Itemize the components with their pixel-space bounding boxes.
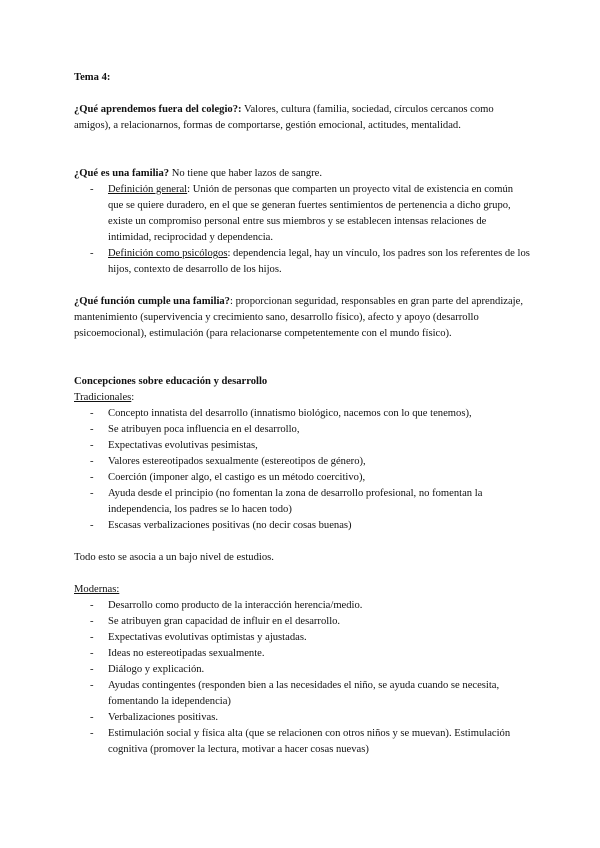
question-answer: No tiene que haber lazos de sangre. bbox=[169, 168, 323, 179]
list-item bbox=[74, 438, 530, 454]
doc-title: Tema 4: bbox=[74, 72, 111, 83]
question-label: ¿Qué es una familia? bbox=[74, 168, 170, 179]
item-text: Ideas no estereotipadas sexualmente. bbox=[108, 648, 265, 659]
item-text: Verbalizaciones positivas. bbox=[108, 712, 219, 723]
question-label: ¿Qué función cumple una familia? bbox=[74, 296, 230, 307]
education-level-note: Todo esto se asocia a un bajo nivel de estudios. bbox=[74, 552, 274, 563]
label-suffix: : bbox=[131, 392, 135, 403]
modern-section bbox=[74, 582, 530, 758]
bullet-dash: - bbox=[90, 440, 94, 451]
modern-label: Modernas: bbox=[74, 584, 120, 595]
item-text: Escasas verbalizaciones positivas (no decir cosas buenas) bbox=[108, 520, 352, 531]
question-learning-outside-school bbox=[74, 102, 530, 134]
item-text: Concepto innatista del desarrollo (innatismo biológico, nacemos con lo que tenemos), bbox=[108, 408, 472, 419]
bullet-dash: - bbox=[90, 408, 94, 419]
definition-list bbox=[74, 182, 530, 278]
subsection-label bbox=[74, 582, 530, 598]
list-item bbox=[74, 422, 530, 438]
item-text: Se atribuyen poca influencia en el desarrollo, bbox=[108, 424, 300, 435]
list-item bbox=[74, 726, 530, 758]
bullet-dash: - bbox=[90, 456, 94, 467]
item-text: Se atribuyen gran capacidad de influir en el desarrollo. bbox=[108, 616, 341, 627]
list-item bbox=[74, 710, 530, 726]
bullet-dash: - bbox=[90, 184, 94, 195]
question-answer: : proporcionan seguridad, responsables en gran parte del aprendizaje, mantenimiento (supervivencia y crecimiento sano, desarrollo físico), afecto y apoyo (desarrollo psicoemocional), estimulación (para relacionarse competentemente con el mundo físico). bbox=[74, 296, 523, 339]
bullet-dash: - bbox=[90, 248, 94, 259]
bullet-dash: - bbox=[90, 424, 94, 435]
conceptions-section bbox=[74, 374, 530, 534]
list-item bbox=[74, 646, 530, 662]
list-item bbox=[74, 614, 530, 630]
bullet-dash: - bbox=[90, 520, 94, 531]
list-item bbox=[74, 486, 530, 518]
list-item bbox=[74, 470, 530, 486]
question-answer: Valores, cultura (familia, sociedad, círculos cercanos como amigos), a relacionarnos, formas de comportarse, gestión emocional, actitudes, mentalidad. bbox=[74, 104, 494, 131]
list-item bbox=[74, 454, 530, 470]
item-text: Expectativas evolutivas pesimistas, bbox=[108, 440, 258, 451]
question-family-function bbox=[74, 294, 530, 342]
item-text: Estimulación social y física alta (que se relacionen con otros niños y se muevan). Estimulación cognitiva (promover la lectura, motivar a hacer cosas nuevas) bbox=[108, 728, 511, 755]
bullet-dash: - bbox=[90, 472, 94, 483]
definition-text: : dependencia legal, hay un vínculo, los padres son los referentes de los hijos, contexto de desarrollo de los hijos. bbox=[108, 248, 530, 275]
bullet-dash: - bbox=[90, 600, 94, 611]
list-item bbox=[74, 662, 530, 678]
bullet-dash: - bbox=[90, 632, 94, 643]
definition-term: Definición general bbox=[108, 184, 188, 195]
list-item bbox=[74, 678, 530, 710]
bullet-dash: - bbox=[90, 664, 94, 675]
item-text: Ayudas contingentes (responden bien a las necesidades el niño, se ayuda cuando se necesita, fomentando la idependencia) bbox=[108, 680, 500, 707]
modern-list bbox=[74, 598, 530, 758]
bullet-dash: - bbox=[90, 616, 94, 627]
item-text: Diálogo y explicación. bbox=[108, 664, 205, 675]
traditional-list bbox=[74, 406, 530, 534]
list-item bbox=[74, 598, 530, 614]
question-family bbox=[74, 166, 530, 278]
definition-term: Definición como psicólogos bbox=[108, 248, 228, 259]
traditional-label: Tradicionales bbox=[74, 392, 132, 403]
bullet-dash: - bbox=[90, 488, 94, 499]
item-text: Valores estereotipados sexualmente (estereotipos de género), bbox=[108, 456, 366, 467]
list-item bbox=[74, 518, 530, 534]
question-line bbox=[74, 166, 530, 182]
subsection-label bbox=[74, 390, 530, 406]
bullet-dash: - bbox=[90, 728, 94, 739]
list-item bbox=[74, 630, 530, 646]
list-item bbox=[74, 182, 530, 246]
item-text: Coerción (imponer algo, el castigo es un método coercitivo), bbox=[108, 472, 366, 483]
item-text: Desarrollo como producto de la interacción herencia/medio. bbox=[108, 600, 363, 611]
bullet-dash: - bbox=[90, 648, 94, 659]
section-heading: Concepciones sobre educación y desarrollo bbox=[74, 376, 268, 387]
bullet-dash: - bbox=[90, 712, 94, 723]
item-text: Expectativas evolutivas optimistas y ajustadas. bbox=[108, 632, 307, 643]
list-item bbox=[74, 246, 530, 278]
item-text: Ayuda desde el principio (no fomentan la zona de desarrollo profesional, no fomentan la independencia, los padres se lo hacen todo) bbox=[108, 488, 483, 515]
definition-text: : Unión de personas que comparten un proyecto vital de existencia en común que se quiere duradero, en el que se generan fuertes sentimientos de pertenencia a dicho grupo, existe un compromiso personal entre sus miembros y se establecen intensas relaciones de intimidad, reciprocidad y dependencia. bbox=[108, 184, 514, 243]
list-item bbox=[74, 406, 530, 422]
question-label: ¿Qué aprendemos fuera del colegio?: bbox=[74, 104, 242, 115]
bullet-dash: - bbox=[90, 680, 94, 691]
